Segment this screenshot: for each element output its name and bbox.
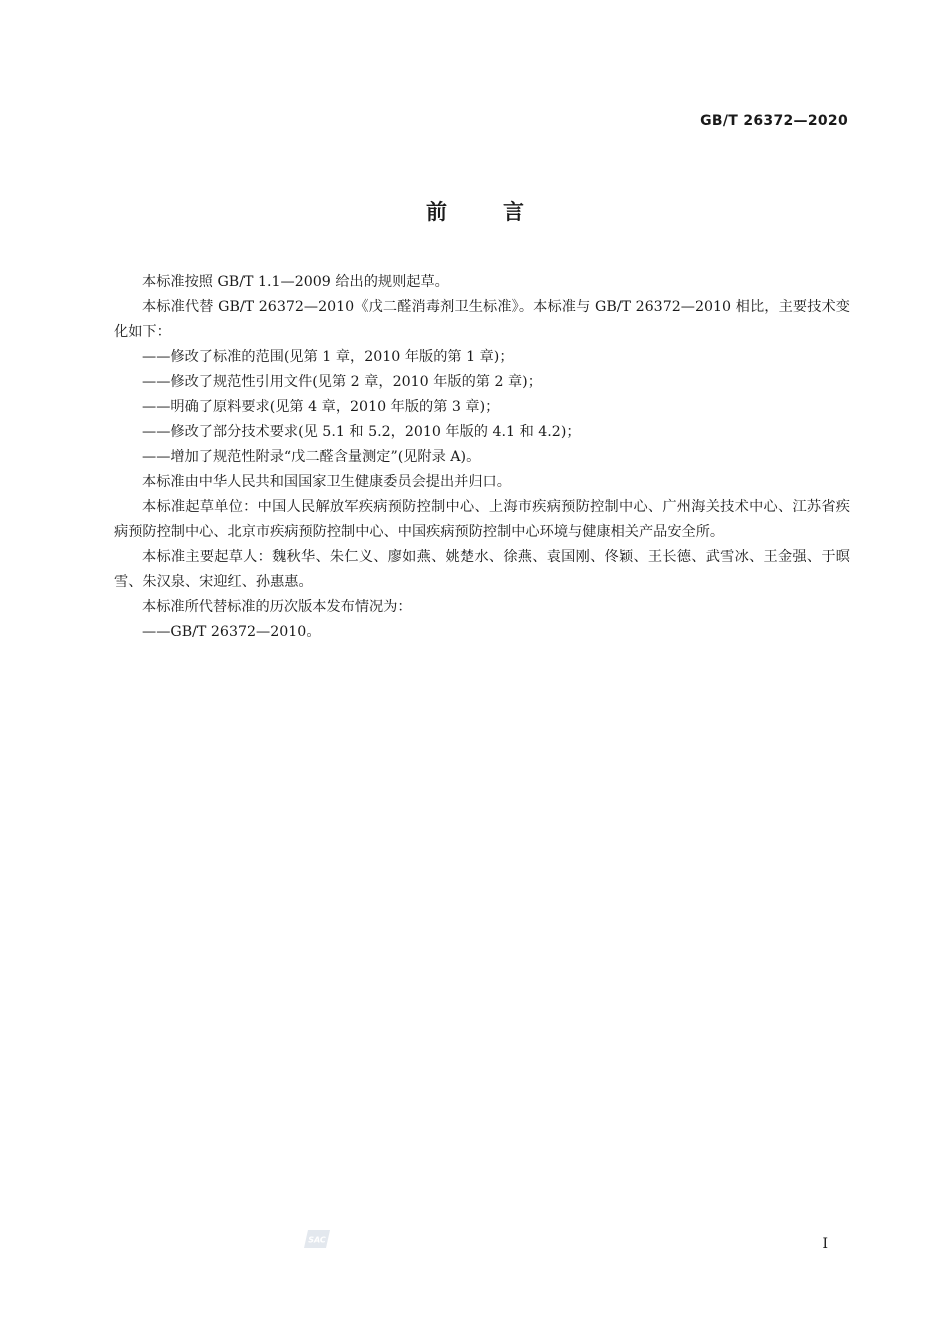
page-title: [0, 196, 950, 226]
sac-logo: [302, 1228, 332, 1250]
change-item-references: ——修改了规范性引用文件(见第 2 章，2010 年版的第 2 章)；: [142, 374, 542, 390]
standard-number: GB/T 26372—2020: [700, 113, 848, 129]
title-char-2: 言: [503, 200, 524, 224]
paragraph-version-history: 本标准所代替标准的历次版本发布情况为：: [142, 599, 412, 615]
page-number: I: [822, 1236, 828, 1252]
paragraph-drafting-units: 本标准起草单位：中国人民解放军疾病预防控制中心、上海市疾病预防控制中心、广州海关技术中心、江苏省疾病预防控制中心、北京市疾病预防控制中心、中国疾病预防控制中心环境与健康相关产品安全所。: [114, 499, 850, 540]
change-item-technical-requirements: ——修改了部分技术要求(见 5.1 和 5.2，2010 年版的 4.1 和 4.2)；: [142, 424, 581, 440]
paragraph-proposer: 本标准由中华人民共和国国家卫生健康委员会提出并归口。: [142, 474, 511, 490]
change-item-scope: ——修改了标准的范围(见第 1 章，2010 年版的第 1 章)；: [142, 349, 514, 365]
paragraph-drafting-rules: 本标准按照 GB/T 1.1—2009 给出的规则起草。: [142, 274, 449, 290]
paragraph-drafters: 本标准主要起草人：魏秋华、朱仁义、廖如燕、姚楚水、徐燕、袁国刚、佟颖、王长德、武雪冰、王金强、于暝雪、朱汉泉、宋迎红、孙惠惠。: [114, 549, 850, 590]
foreword-body: [114, 270, 850, 645]
title-char-1: 前: [426, 200, 447, 224]
paragraph-replacement: 本标准代替 GB/T 26372—2010《戊二醛消毒剂卫生标准》。本标准与 GB/T 26372—2010 相比，主要技术变化如下：: [114, 299, 850, 340]
sac-logo-text: SAC: [308, 1235, 326, 1245]
version-history-item: ——GB/T 26372—2010。: [142, 624, 321, 640]
change-item-annex: ——增加了规范性附录“戊二醛含量测定”(见附录 A)。: [142, 449, 481, 465]
change-item-raw-materials: ——明确了原料要求(见第 4 章，2010 年版的第 3 章)；: [142, 399, 500, 415]
